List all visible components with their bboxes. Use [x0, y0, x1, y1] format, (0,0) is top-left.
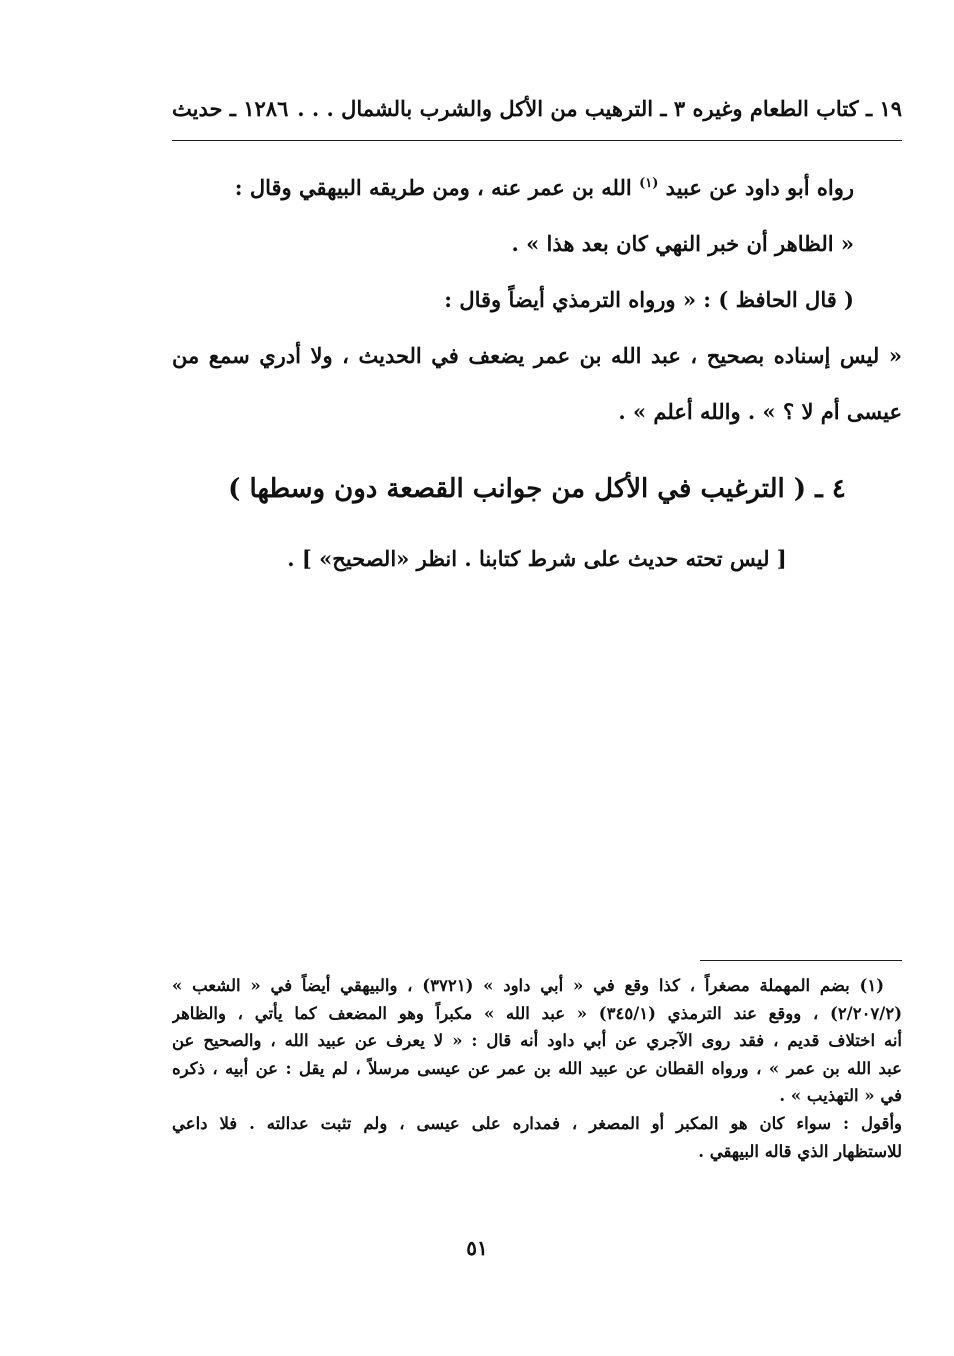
footnote-line-6: وأقول : سواء كان هو المكبر أو المصغر ، فمداره على عيسى ، ولم تثبت عدالته . فلا داعي — [172, 1113, 902, 1133]
footnote-divider — [700, 960, 902, 961]
footnote-line-7: للاستظهار الذي قاله البيهقي . — [698, 1141, 902, 1161]
section-editor-note: [ ليس تحته حديث على شرط كتابنا . انظر «الصحيح» ] . — [287, 546, 787, 571]
body-line-2: « الظاهر أن خبر النهي كان بعد هذا » . — [511, 231, 854, 256]
body-line-1 — [172, 156, 902, 216]
body-line-1-end: الله بن عمر عنه ، ومن طريقه البيهقي وقال : — [234, 175, 632, 200]
footnote-line-3: أنه اختلاف قديم ، فقد روى الآجري عن أبي داود أنه قال : « لا يعرف عن عبيد الله ، والصحيح عن — [172, 1031, 902, 1051]
footnote-line-5: في « التهذيب » . — [779, 1086, 902, 1106]
main-text — [172, 156, 902, 440]
body-line-3: ( قال الحافظ ) : « ورواه الترمذي أيضاً وقال : — [444, 287, 854, 312]
footnote-line-2: (٢/٢٠٧/٢) ، ووقع عند الترمذي (٣٤٥/١) « عبد الله » مكبراً وهو المضعف كما يأتي ، والظاهر — [172, 1003, 902, 1023]
body-line-4: « ليس إسناده بصحيح ، عبد الله بن عمر يضعف في الحديث ، ولا أدري سمع من — [172, 343, 902, 368]
footnotes — [172, 972, 902, 1165]
section-heading: ٤ ـ ( الترغيب في الأكل من جوانب القصعة دون وسطها ) — [228, 474, 846, 504]
footnote-line-4: عبد الله بن عمر » ، ورواه القطان عن عبيد الله بن عمر عن عيسى مرسلاً ، لم يقل : عن أبيه ، ذكره — [172, 1058, 902, 1078]
page-number: ٥١ — [466, 1236, 488, 1260]
header-divider — [172, 140, 902, 141]
running-header — [172, 88, 902, 128]
footnote-reference: (١) — [639, 176, 659, 191]
header-chapter-title: ١٩ ـ كتاب الطعام وغيره ٣ ـ الترهيب من الأكل والشرب بالشمال . . . — [297, 95, 902, 121]
footnote-line-1: (١) بضم المهملة مصغراً ، كذا وقع في « أبي داود » (٣٧٢١) ، والبيهقي أيضاً في « الشعب » — [172, 976, 884, 995]
header-hadith-number: ١٢٨٦ ـ حديث — [172, 95, 289, 121]
body-line-5: عيسى أم لا ؟ » . والله أعلم » . — [618, 399, 902, 424]
body-line-1-start: رواه أبو داود عن عبيد — [665, 175, 854, 200]
